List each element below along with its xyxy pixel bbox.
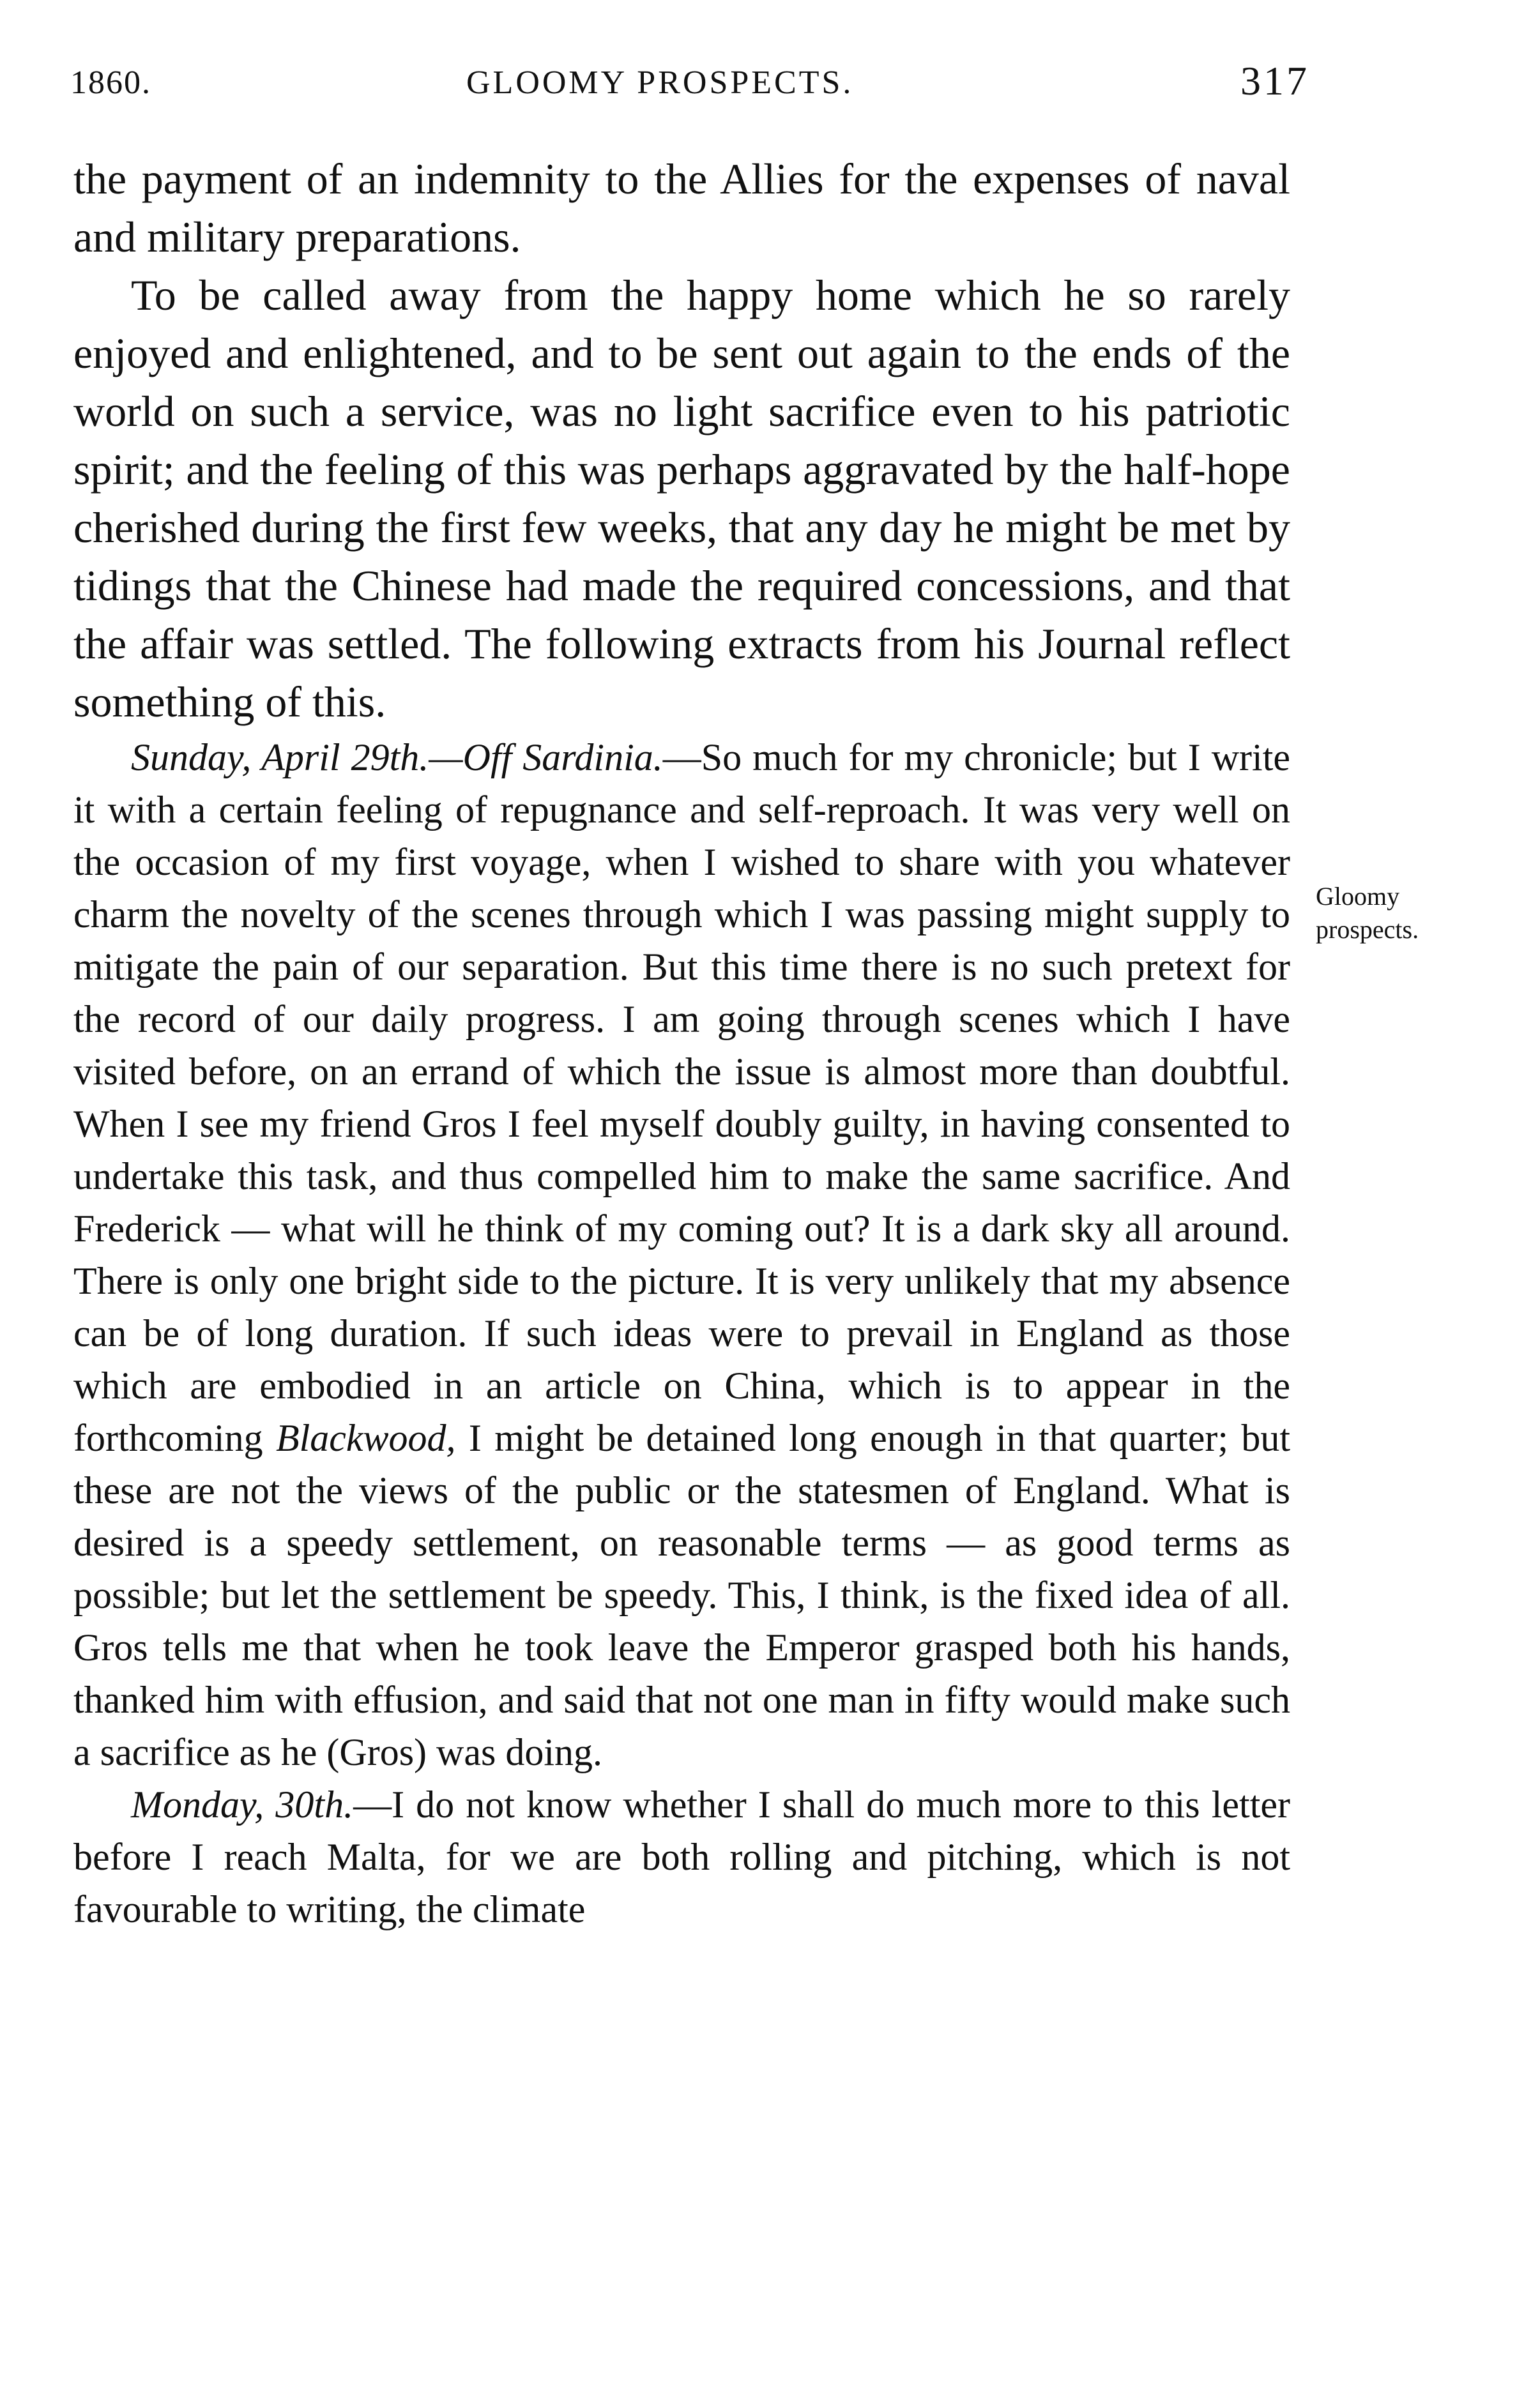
header-year: 1860. <box>70 64 151 101</box>
journal-text-sunday-b: I might be detained long enough in that quarter; but these are not the views of the public or the statesmen of England. What is desired is a speedy settlement, on reasonable terms — as good terms as possible; but let the settlement be speedy. This, I think, is the fixed idea of all. Gros tells me that when he took leave the Emperor grasped both his hands, thanked him with effusion, and said that not one man in fifty would make such a sacrifice as he (Gros) was doing. <box>73 1417 1290 1773</box>
running-head <box>70 45 1309 121</box>
journal-date-monday: Monday, 30th. <box>131 1783 354 1826</box>
body-text <box>73 150 1290 1935</box>
journal-date-sunday: Sunday, April 29th.—Off Sardinia. <box>131 736 663 778</box>
page-number: 317 <box>1240 58 1309 103</box>
paragraph-continuation: the payment of an indemnity to the Allies for the expenses of naval and military preparations. <box>73 155 1290 261</box>
paragraph-journal-sunday <box>73 731 1290 1778</box>
journal-text-monday: —I do not know whether I shall do much more to this letter before I reach Malta, for we are both rolling and pitching, which is not favourable to writing, the climate <box>73 1783 1290 1930</box>
journal-italic-title: Blackwood, <box>275 1417 456 1459</box>
margin-note-line-1: Gloomy <box>1316 882 1400 911</box>
margin-note <box>1316 880 1507 946</box>
paragraph-narrative: To be called away from the happy home which he so rarely enjoyed and enlightened, and to be sent out again to the ends of the world on such a service, was no light sacrifice even to his patriotic spirit; and the feeling of this was perhaps aggravated by the half-hope cherished during the first few weeks, that any day he might be met by tidings that the Chinese had made the required concessions, and that the affair was settled. The following extracts from his Journal reflect something of this. <box>73 271 1290 726</box>
margin-note-line-2: prospects. <box>1316 915 1419 944</box>
paragraph-journal-monday <box>73 1778 1290 1935</box>
header-title: GLOOMY PROSPECTS. <box>466 64 854 101</box>
journal-text-sunday-a: —So much for my chronicle; but I write it with a certain feeling of repugnance and self-reproach. It was very well on the occasion of my first voyage, when I wished to share with you whatever charm the novelty of the scenes through which I was passing might supply to mitigate the pain of our separation. But this time there is no such pretext for the record of our daily progress. I am going through scenes which I have visited before, on an errand of which the issue is almost more than doubtful. When I see my friend Gros I feel myself doubly guilty, in having consented to undertake this task, and thus compelled him to make the same sacrifice. And Frederick — what will he think of my coming out? It is a dark sky all around. There is only one bright side to the picture. It is very unlikely that my absence can be of long duration. If such ideas were to prevail in England as those which are embodied in an article on China, which is to appear in the forthcoming <box>73 736 1290 1459</box>
